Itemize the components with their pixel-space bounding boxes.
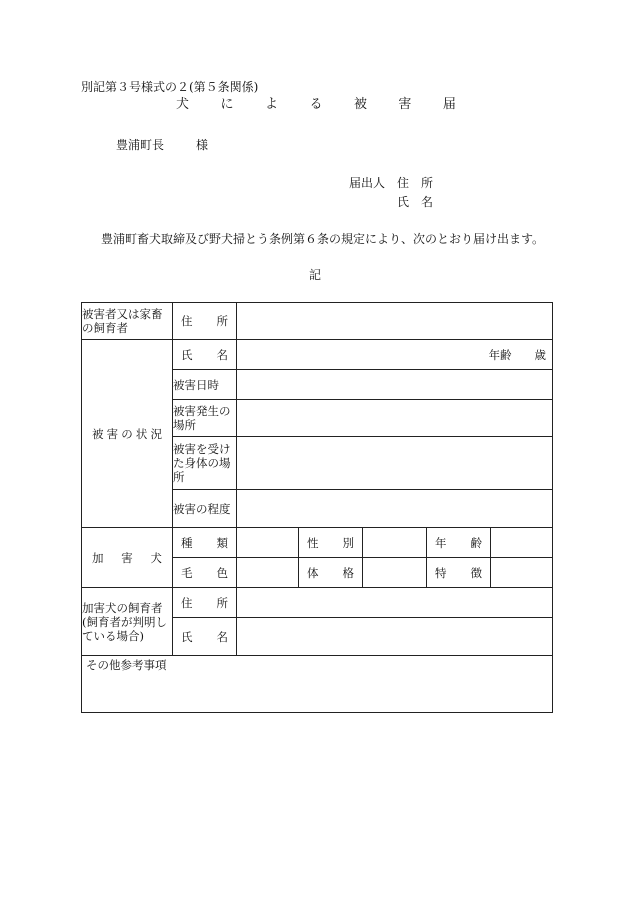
- title-char: 被: [353, 97, 367, 112]
- damage-situation-label: 被 害 の 状 況: [82, 340, 173, 528]
- table-row: [82, 528, 553, 558]
- dog-owner-label: 加害犬の飼育者(飼育者が判明している場合): [82, 588, 173, 656]
- title-char: 届: [442, 97, 456, 112]
- dog-kind-label: 種 類: [173, 528, 237, 558]
- form-title: [176, 98, 456, 112]
- dog-sex-label: 性 別: [299, 528, 363, 558]
- title-char: る: [309, 97, 323, 112]
- dog-build-field[interactable]: [363, 558, 427, 588]
- dog-age-field[interactable]: [491, 528, 553, 558]
- damage-report-table: [81, 302, 553, 713]
- title-char: 犬: [176, 97, 190, 112]
- dog-build-label: 体 格: [299, 558, 363, 588]
- dog-owner-name-field[interactable]: [237, 618, 553, 656]
- form-reference: 別記第３号様式の２(第５条関係): [81, 80, 259, 94]
- title-char: よ: [264, 97, 278, 112]
- damage-place-field[interactable]: [237, 400, 553, 437]
- dog-owner-address-label: 住 所: [173, 588, 237, 618]
- dog-coat-label: 毛 色: [173, 558, 237, 588]
- dog-sex-field[interactable]: [363, 528, 427, 558]
- table-row: [82, 588, 553, 618]
- victim-address-field[interactable]: [237, 303, 553, 340]
- other-notes-field[interactable]: [82, 656, 553, 713]
- body-part-field[interactable]: [237, 437, 553, 490]
- applicant-address-label: 住 所: [397, 176, 434, 190]
- dog-kind-field[interactable]: [237, 528, 299, 558]
- other-notes-label: その他参考事項: [86, 658, 167, 672]
- offending-dog-label: 加 害 犬: [82, 528, 173, 588]
- damage-degree-label: 被害の程度: [173, 490, 237, 528]
- age-label: 年齢 歳: [488, 347, 547, 362]
- body-part-label: 被害を受けた身体の場所: [173, 437, 237, 490]
- table-row: [82, 340, 553, 370]
- dog-owner-name-label: 氏 名: [173, 618, 237, 656]
- victim-name-field[interactable]: [237, 340, 553, 370]
- table-row: [82, 303, 553, 340]
- title-char: 害: [398, 97, 412, 112]
- record-mark: 記: [309, 268, 322, 282]
- victim-name-label: 氏 名: [173, 340, 237, 370]
- applicant-name-label: 氏 名: [397, 195, 434, 209]
- dog-owner-address-field[interactable]: [237, 588, 553, 618]
- damage-datetime-field[interactable]: [237, 370, 553, 400]
- title-char: に: [220, 97, 234, 112]
- dog-age-label: 年 齢: [427, 528, 491, 558]
- damage-degree-field[interactable]: [237, 490, 553, 528]
- dog-features-label: 特 徴: [427, 558, 491, 588]
- applicant-label: 届出人: [349, 176, 386, 190]
- addressee-honorific: 様: [196, 138, 209, 152]
- statement-text: 豊浦町畜犬取締及び野犬掃とう条例第６条の規定により、次のとおり届け出ます。: [101, 232, 545, 246]
- addressee-town: 豊浦町長: [116, 138, 165, 152]
- victim-address-label: 住 所: [173, 303, 237, 340]
- dog-coat-field[interactable]: [237, 558, 299, 588]
- damage-place-label: 被害発生の場所: [173, 400, 237, 437]
- table-row: [82, 656, 553, 713]
- victim-owner-label: 被害者又は家畜の飼育者: [82, 303, 173, 340]
- damage-datetime-label: 被害日時: [173, 370, 237, 400]
- dog-features-field[interactable]: [491, 558, 553, 588]
